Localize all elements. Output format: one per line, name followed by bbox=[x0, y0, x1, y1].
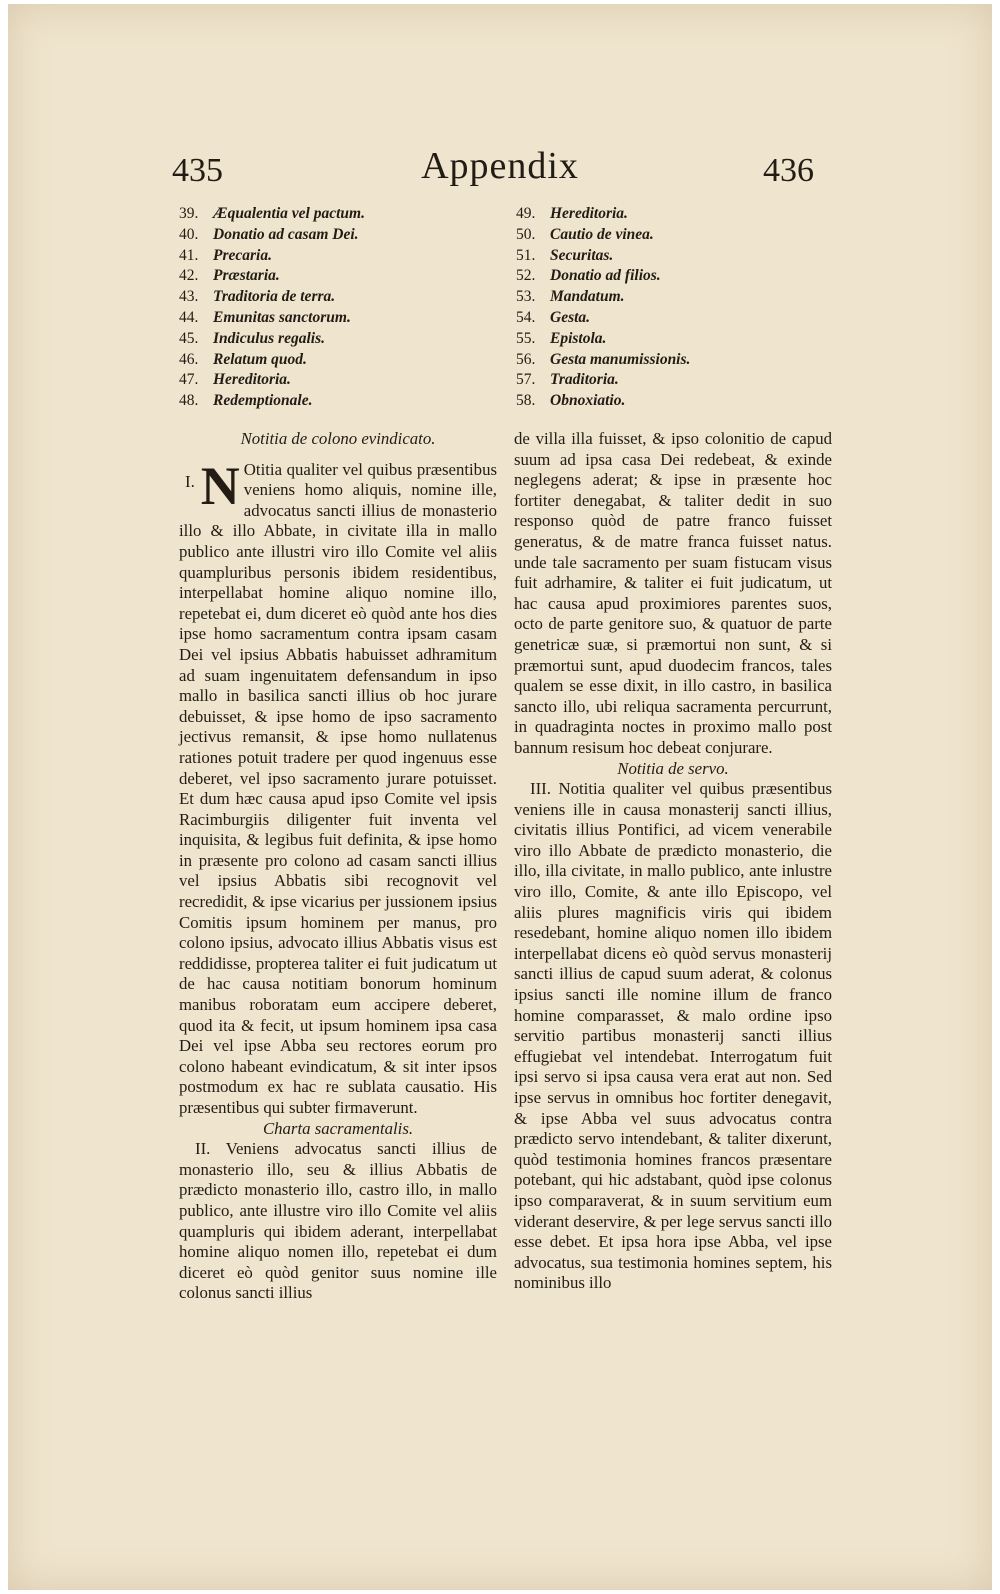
toc-entry bbox=[516, 329, 690, 350]
toc-entry bbox=[516, 204, 690, 225]
toc-entry bbox=[516, 266, 690, 287]
toc-entry-title: Indiculus regalis. bbox=[213, 329, 325, 347]
paragraph-number: I. bbox=[185, 471, 195, 491]
toc-entry-number: 43. bbox=[179, 288, 199, 306]
paragraph: III. Notitia qualiter vel quibus præsentibus veniens ille in causa monasterij sancti illius, civitatis illius Pontifici, ad vicem venerabile viro illo Abbate de prædicto monasterio, die illo, illa civitate, in mallo publico, ante inlustre viro illo, Comite, & ante illo Episcopo, vel aliis plures magnificis viris qui ibidem resedebant, homine aliquo nomen illo ibidem interpellabat dicens eò quòd servus monasterij sancti illius de capud suum aderat, & colonus ipsius sancti ille nomine illum de franco homine comparasset, & malo ordine ipso servitio partibus monasterij sancti illius effugiebat vel intendebat. Interrogatum fuit ipsi servo si ipsa causa vera erat aut non. Sed ipse servus in omnibus hoc fortiter denegavit, & ipse Abba vel suus advocatus contra prædicto servo intendebant, & taliter dixerunt, quòd testimonia homines francos præsentare potebant, qui hic adstabant, quòd ipse colonus ipso comparaverat, & in suum servitium eum viderant deservire, & per lege servus sancti illo esse debet. Et ipsa hora ipse Abba, vel ipse advocatus, sua testimonia homines septem, his nominibus illo bbox=[514, 779, 832, 1293]
toc-entry-number: 44. bbox=[179, 308, 199, 326]
toc-entry bbox=[179, 370, 365, 391]
toc-entry bbox=[179, 308, 365, 329]
toc-entry-title: Donatio ad filios. bbox=[550, 267, 661, 285]
toc-entry-title: Donatio ad casam Dei. bbox=[213, 225, 359, 243]
toc-list-left bbox=[179, 204, 365, 412]
page-number-left: 435 bbox=[172, 152, 223, 189]
toc-entry-number: 40. bbox=[179, 225, 199, 243]
toc-entry-number: 49. bbox=[516, 205, 536, 222]
toc-entry bbox=[516, 246, 690, 267]
toc-entry bbox=[179, 350, 365, 371]
toc-entry bbox=[516, 350, 690, 371]
toc-entry-title: Hereditoria. bbox=[550, 205, 628, 222]
toc-entry-title: Epistola. bbox=[550, 329, 607, 347]
paragraph-text: Otitia qualiter vel quibus præsentibus veniens homo aliquis, nomine ille, advocatus sancti illius de monasterio illo & illo Abbate, in civitate illa in mallo publico ante illustri viro illo Comite vel aliis quampluribus personis ibidem residentibus, interpellabat homine aliquo nomine illo, repetebat ei, dum diceret eò quòd ante hos dies ipse homo sacramentum contra ipsam casam Dei vel ipsius Abbatis habuisset adhramitum ad suam ingenuitatem defensandum in ipso mallo in basilica sancti illius ob hoc jurare debuisset, & ipse homo de ipso sacramento jectivus remansit, & ipse homo nullatenus rationes potuit tradere per quod ingenuus esse deberet, vel ipso sacramento jurare potuisset. Et dum hæc causa apud ipso Comite vel ipsis Racimburgiis diligenter fuit inventa vel inquisita, & legibus fuit definita, & ipse homo in præsente pro colono ad casam sancti illius vel ipsius Abbatis sibi recognovit vel recredidit, & ipse vicarius per jussionem ipsius Comitis ipsum hominem per manus, pro colono ipsius, advocato illius Abbatis visus est reddidisse, propterea taliter ei fuit judicatum ut de hac causa notitiam bonorum hominum manibus roboratam eum accipere deberet, quod ita & fecit, ut ipsum hominem ipsa casa Dei vel ipse Abba seu rectores eorum pro colono habeant evindicatum, & sit inter ipsos postmodum ex hac re sublata causatio. His præsentibus qui subter firmaverunt. bbox=[179, 459, 497, 1117]
toc-entry-title: Relatum quod. bbox=[213, 350, 307, 368]
toc-entry-title: Æqualentia vel pactum. bbox=[213, 205, 365, 222]
toc-entry-number: 50. bbox=[516, 225, 536, 243]
drop-cap: N bbox=[200, 455, 240, 516]
toc-entry-number: 53. bbox=[516, 288, 536, 306]
toc-entry-title: Traditoria de terra. bbox=[213, 288, 336, 306]
toc-entry bbox=[179, 204, 365, 225]
text-column-right bbox=[514, 429, 832, 1294]
toc-entry-title: Gesta. bbox=[550, 308, 591, 326]
page-number-right: 436 bbox=[763, 152, 814, 189]
paragraph: II. Veniens advocatus sancti illius de monasterio illo, seu & illius Abbatis de prædicto monasterio illo, castro illo, in mallo publico, ante illustre viro illo Comite vel aliis quampluris qui ibidem aderant, interpellabat homine aliquo nomen illo, repetebat ei dum diceret eò quòd genitor suus nomine ille colonus sancti illius bbox=[179, 1139, 497, 1303]
toc-entry-number: 56. bbox=[516, 350, 536, 368]
section-heading: Notitia de servo. bbox=[617, 758, 729, 778]
toc-entry-number: 46. bbox=[179, 350, 199, 368]
toc-entry-number: 42. bbox=[179, 267, 199, 285]
book-page bbox=[8, 4, 992, 1590]
toc-entry-number: 41. bbox=[179, 246, 199, 264]
toc-entry-title: Præstaria. bbox=[213, 267, 280, 285]
paragraph bbox=[179, 455, 497, 1119]
toc-entry-number: 52. bbox=[516, 267, 536, 285]
toc-entry-number: 58. bbox=[516, 392, 536, 410]
toc-entry bbox=[179, 225, 365, 246]
paragraph: de villa illa fuisset, & ipso colonitio de capud suum ad ipsa casa Dei redebeat, & exinde neglegens aderat; & ipse in præsente hoc fortiter denegabat, & taliter dedit in suo responso quòd de patre franco fuisset generatus, & de matre franca fuisset natus. unde tale sacramento per suam fistucam visus fuit adrhamire, & taliter ei fuit judicatum, ut hac causa apud proximiores parentes suos, octo de parte genitore suo, & quatuor de parte genetricæ suæ, si præmortui non sunt, & si præmortui sunt, apud duodecim francos, tales qualem se esse dixit, in illo castro, in basilica sancto illo, ubi reliqua sacramenta percurrunt, in quadraginta noctes in proximo mallo post bannum resisum hoc debeat conjurare. bbox=[514, 429, 832, 757]
toc-entry bbox=[179, 287, 365, 308]
toc-entry bbox=[516, 287, 690, 308]
toc-list-right bbox=[516, 204, 690, 412]
toc-entry bbox=[179, 266, 365, 287]
toc-entry-number: 54. bbox=[516, 308, 536, 326]
toc-entry-number: 51. bbox=[516, 246, 536, 264]
toc-entry bbox=[179, 329, 365, 350]
toc-entry bbox=[179, 246, 365, 267]
toc-entry-title: Emunitas sanctorum. bbox=[213, 308, 351, 326]
toc-entry-title: Cautio de vinea. bbox=[550, 225, 654, 243]
toc-entry-title: Obnoxiatio. bbox=[550, 392, 626, 410]
toc-entry bbox=[516, 308, 690, 329]
toc-entry-number: 55. bbox=[516, 329, 536, 347]
toc-entry-number: 45. bbox=[179, 329, 199, 347]
toc-entry-title: Hereditoria. bbox=[213, 371, 291, 389]
toc-entry bbox=[516, 391, 690, 412]
toc-entry bbox=[516, 225, 690, 246]
section-heading: Charta sacramentalis. bbox=[262, 1118, 414, 1138]
toc-entry-number: 48. bbox=[179, 392, 199, 410]
toc-entry-number: 39. bbox=[179, 205, 199, 222]
toc-entry-title: Redemptionale. bbox=[213, 392, 313, 410]
toc-entry-number: 57. bbox=[516, 371, 536, 389]
toc-entry-title: Securitas. bbox=[550, 246, 614, 264]
toc-entry-title: Precaria. bbox=[213, 246, 272, 264]
toc-entry bbox=[179, 391, 365, 412]
running-title: Appendix bbox=[421, 145, 579, 187]
section-heading: Notitia de colono evindicato. bbox=[240, 429, 436, 448]
toc-entry-title: Traditoria. bbox=[550, 371, 619, 389]
toc-entry bbox=[516, 370, 690, 391]
toc-entry-title: Mandatum. bbox=[550, 288, 625, 306]
toc-entry-title: Gesta manumissionis. bbox=[550, 350, 691, 368]
text-column-left bbox=[179, 429, 497, 1304]
toc-entry-number: 47. bbox=[179, 371, 199, 389]
